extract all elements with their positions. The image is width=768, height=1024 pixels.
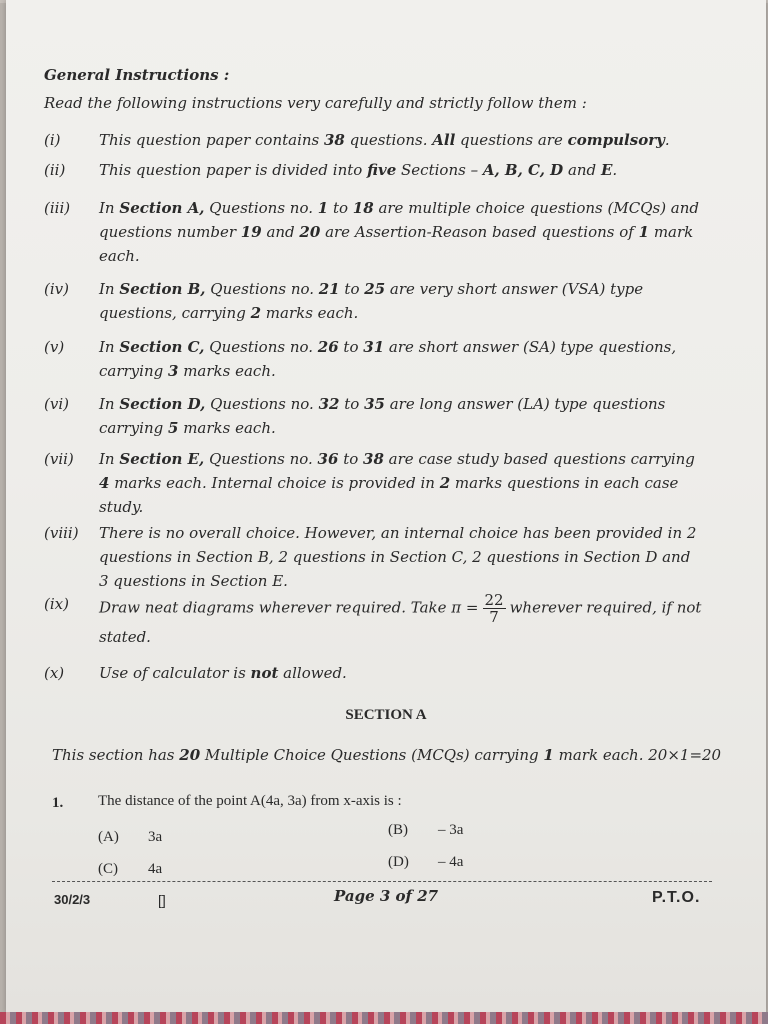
- instruction-item: [44, 158, 704, 182]
- option-label: (D): [388, 854, 409, 870]
- option-label: (A): [98, 829, 119, 845]
- instructions-intro: Read the following instructions very carefully and strictly follow them :: [44, 94, 587, 112]
- instruction-item: [44, 592, 704, 649]
- pi-fraction: $\frac{22}{7}$: [484, 591, 504, 626]
- option-label: (C): [98, 861, 118, 877]
- section-note: This section has 20 Multiple Choice Questions (MCQs) carrying 1 mark each. 20×1=20: [52, 746, 722, 764]
- option-value: – 3a: [438, 822, 464, 838]
- instruction-number: (i): [44, 131, 61, 149]
- instruction-text: Use of calculator is not allowed.: [99, 664, 347, 682]
- instruction-text: This question paper contains 38 questions. All questions are compulsory.: [99, 131, 670, 149]
- background-fabric: [0, 1012, 768, 1024]
- instruction-item: [44, 196, 704, 268]
- instruction-text: This question paper is divided into five Sections – A, B, C, D and E.: [99, 161, 618, 179]
- instruction-text: There is no overall choice. However, an internal choice has been provided in 2 questions in Section B, 2 questions in Section C, 2 questions in Section D and 3 questions in Section E.: [99, 524, 697, 590]
- option-c: [98, 861, 162, 878]
- instruction-item: [44, 521, 704, 593]
- instruction-item: [44, 661, 704, 685]
- instruction-number: (ii): [44, 161, 66, 179]
- option-value: 4a: [148, 861, 163, 877]
- instruction-number: (iii): [44, 199, 71, 217]
- instruction-item: [44, 447, 704, 519]
- instruction-text: In Section A, Questions no. 1 to 18 are multiple choice questions (MCQs) and questions number 19 and 20 are Assertion-Reason based questions of 1 mark each.: [99, 199, 700, 265]
- instruction-item: [44, 392, 704, 440]
- instruction-item: [44, 128, 704, 152]
- instruction-number: (x): [44, 664, 65, 682]
- instruction-item: [44, 335, 704, 383]
- option-label: (B): [388, 822, 408, 838]
- instruction-text: In Section C, Questions no. 26 to 31 are short answer (SA) type questions, carrying 3 marks each.: [99, 338, 677, 380]
- footer-box: []: [158, 892, 166, 908]
- footer-divider: [52, 881, 712, 882]
- pto-label: P.T.O.: [652, 889, 701, 906]
- option-value: 3a: [148, 829, 163, 845]
- option-d: [388, 854, 463, 871]
- exam-page: [6, 0, 766, 1014]
- instruction-number: (vii): [44, 450, 74, 468]
- section-title: SECTION A: [345, 707, 427, 723]
- page-number: Page 3 of 27: [334, 887, 439, 905]
- instruction-item: [44, 277, 704, 325]
- instruction-number: (v): [44, 338, 65, 356]
- paper-code: 30/2/3: [54, 892, 91, 907]
- option-value: – 4a: [438, 854, 464, 870]
- option-a: [98, 829, 162, 846]
- instruction-number: (vi): [44, 395, 69, 413]
- instruction-text: In Section B, Questions no. 21 to 25 are very short answer (VSA) type questions, carrying 2 marks each.: [99, 280, 644, 322]
- instruction-number: (iv): [44, 280, 69, 298]
- instruction-text: Draw neat diagrams wherever required. Take π = $\frac{22}{7}$ wherever required, if not stated.: [99, 591, 702, 646]
- instruction-text: In Section E, Questions no. 36 to 38 are case study based questions carrying 4 marks each. Internal choice is provided in 2 marks questions in each case study.: [99, 450, 695, 516]
- instruction-text: In Section D, Questions no. 32 to 35 are long answer (LA) type questions carrying 5 marks each.: [99, 395, 666, 437]
- instruction-number: (viii): [44, 524, 79, 542]
- option-b: [388, 822, 463, 839]
- instruction-number: (ix): [44, 595, 69, 613]
- question-number: 1.: [52, 795, 64, 811]
- instructions-heading: General Instructions :: [44, 66, 230, 84]
- question-text: The distance of the point A(4a, 3a) from x-axis is :: [98, 793, 402, 809]
